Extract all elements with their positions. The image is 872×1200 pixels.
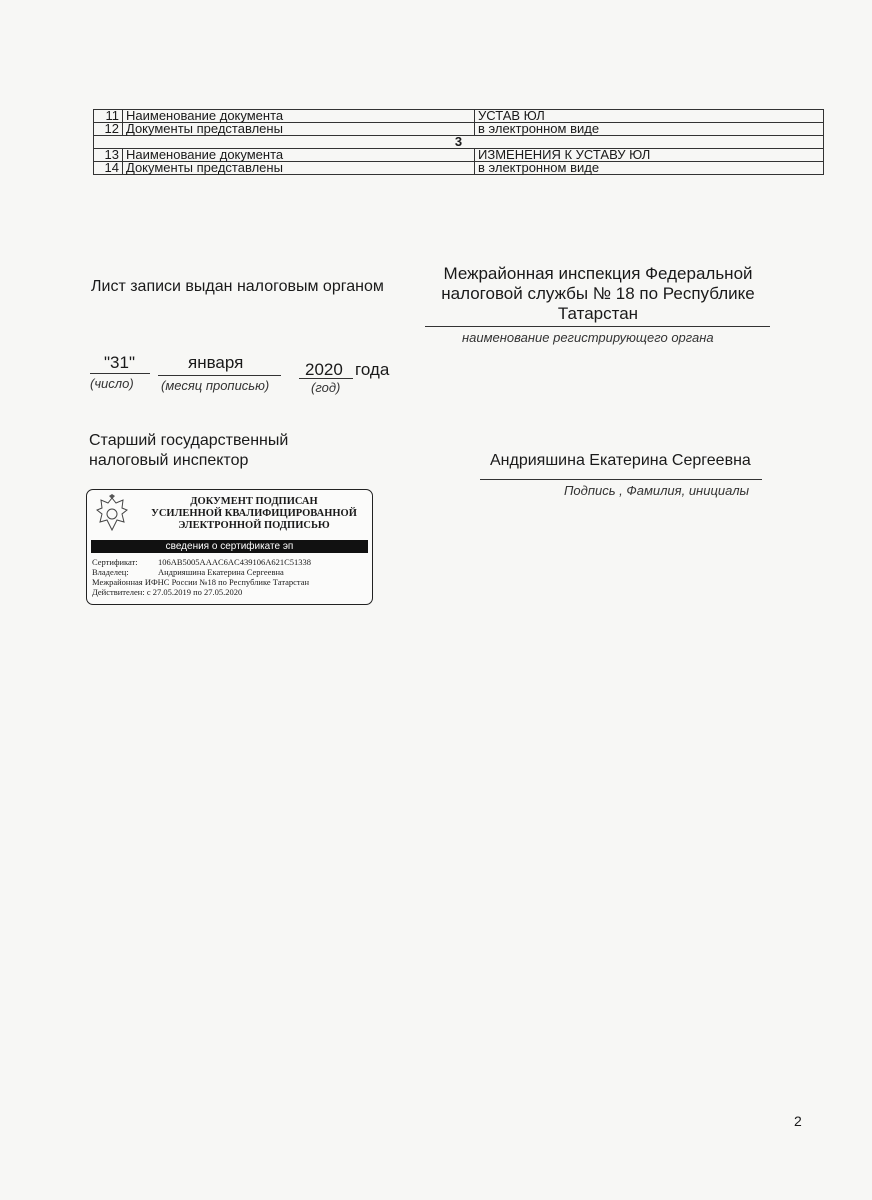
page-number: 2: [794, 1113, 802, 1129]
authority-caption: наименование регистрирующего органа: [462, 330, 714, 345]
certificate-value: 106AB5005AAAC6AC439106A621C51338: [158, 557, 312, 567]
section-number: 3: [94, 136, 824, 149]
row-label: Документы представлены: [123, 123, 475, 136]
month-caption: (месяц прописью): [161, 378, 270, 393]
authority-line: налоговой службы № 18 по Республике: [441, 284, 755, 303]
documents-table: [93, 109, 824, 175]
date-day: "31": [104, 353, 135, 372]
authority-underline: [425, 326, 770, 327]
row-number: 12: [94, 123, 123, 136]
e-signature-stamp: [86, 489, 373, 605]
organization-row: Межрайонная ИФНС России №18 по Республике Татарстан: [92, 577, 310, 587]
stamp-title: [139, 496, 369, 532]
signature-caption: Подпись , Фамилия, инициалы: [564, 483, 750, 498]
row-value: УСТАВ ЮЛ: [475, 110, 824, 123]
owner-row: [92, 567, 370, 577]
year-caption: (год): [311, 380, 341, 395]
owner-value: Андрияшина Екатерина Сергеевна: [158, 567, 284, 577]
row-label: Наименование документа: [123, 110, 475, 123]
authority-line: Татарстан: [557, 304, 639, 323]
date-year: 2020: [305, 360, 343, 379]
issued-by-label: Лист записи выдан налоговым органом: [91, 278, 384, 295]
certificate-label: Сертификат:: [92, 557, 138, 567]
signature-underline: [480, 479, 762, 480]
row-label: Документы представлены: [123, 162, 475, 175]
stamp-title-line: ДОКУМЕНТ ПОДПИСАН: [190, 496, 318, 507]
row-number: 11: [94, 110, 123, 123]
certificate-row: [92, 557, 370, 567]
stamp-title-line: ЭЛЕКТРОННОЙ ПОДПИСЬЮ: [178, 520, 330, 531]
stamp-title-line: УСИЛЕННОЙ КВАЛИФИЦИРОВАННОЙ: [151, 508, 357, 519]
certificate-info-bar: сведения о сертификате эп: [91, 540, 368, 553]
row-value: в электронном виде: [475, 162, 824, 175]
day-underline: [90, 373, 150, 374]
month-underline: [158, 375, 281, 376]
row-value: в электронном виде: [475, 123, 824, 136]
position-line: налоговый инспектор: [89, 452, 249, 469]
validity-label: Действителен:: [92, 587, 145, 597]
row-value: ИЗМЕНЕНИЯ К УСТАВУ ЮЛ: [475, 149, 824, 162]
day-caption: (число): [90, 376, 134, 391]
row-label: Наименование документа: [123, 149, 475, 162]
year-underline: [299, 378, 353, 379]
validity-row: [92, 587, 370, 597]
authority-name: [428, 264, 768, 324]
coat-of-arms-icon: [93, 494, 131, 534]
position-line: Старший государственный: [89, 432, 289, 449]
row-number: 13: [94, 149, 123, 162]
certificate-details: [92, 557, 370, 597]
signer-name: Андрияшина Екатерина Сергеевна: [490, 452, 751, 469]
authority-line: Межрайонная инспекция Федеральной: [443, 264, 753, 283]
year-suffix: года: [355, 360, 390, 379]
validity-value: с 27.05.2019 по 27.05.2020: [146, 587, 243, 597]
signer-position: [89, 431, 288, 471]
row-number: 14: [94, 162, 123, 175]
owner-label: Владелец:: [92, 567, 129, 577]
date-month: января: [188, 353, 244, 372]
table-row: [94, 162, 824, 175]
